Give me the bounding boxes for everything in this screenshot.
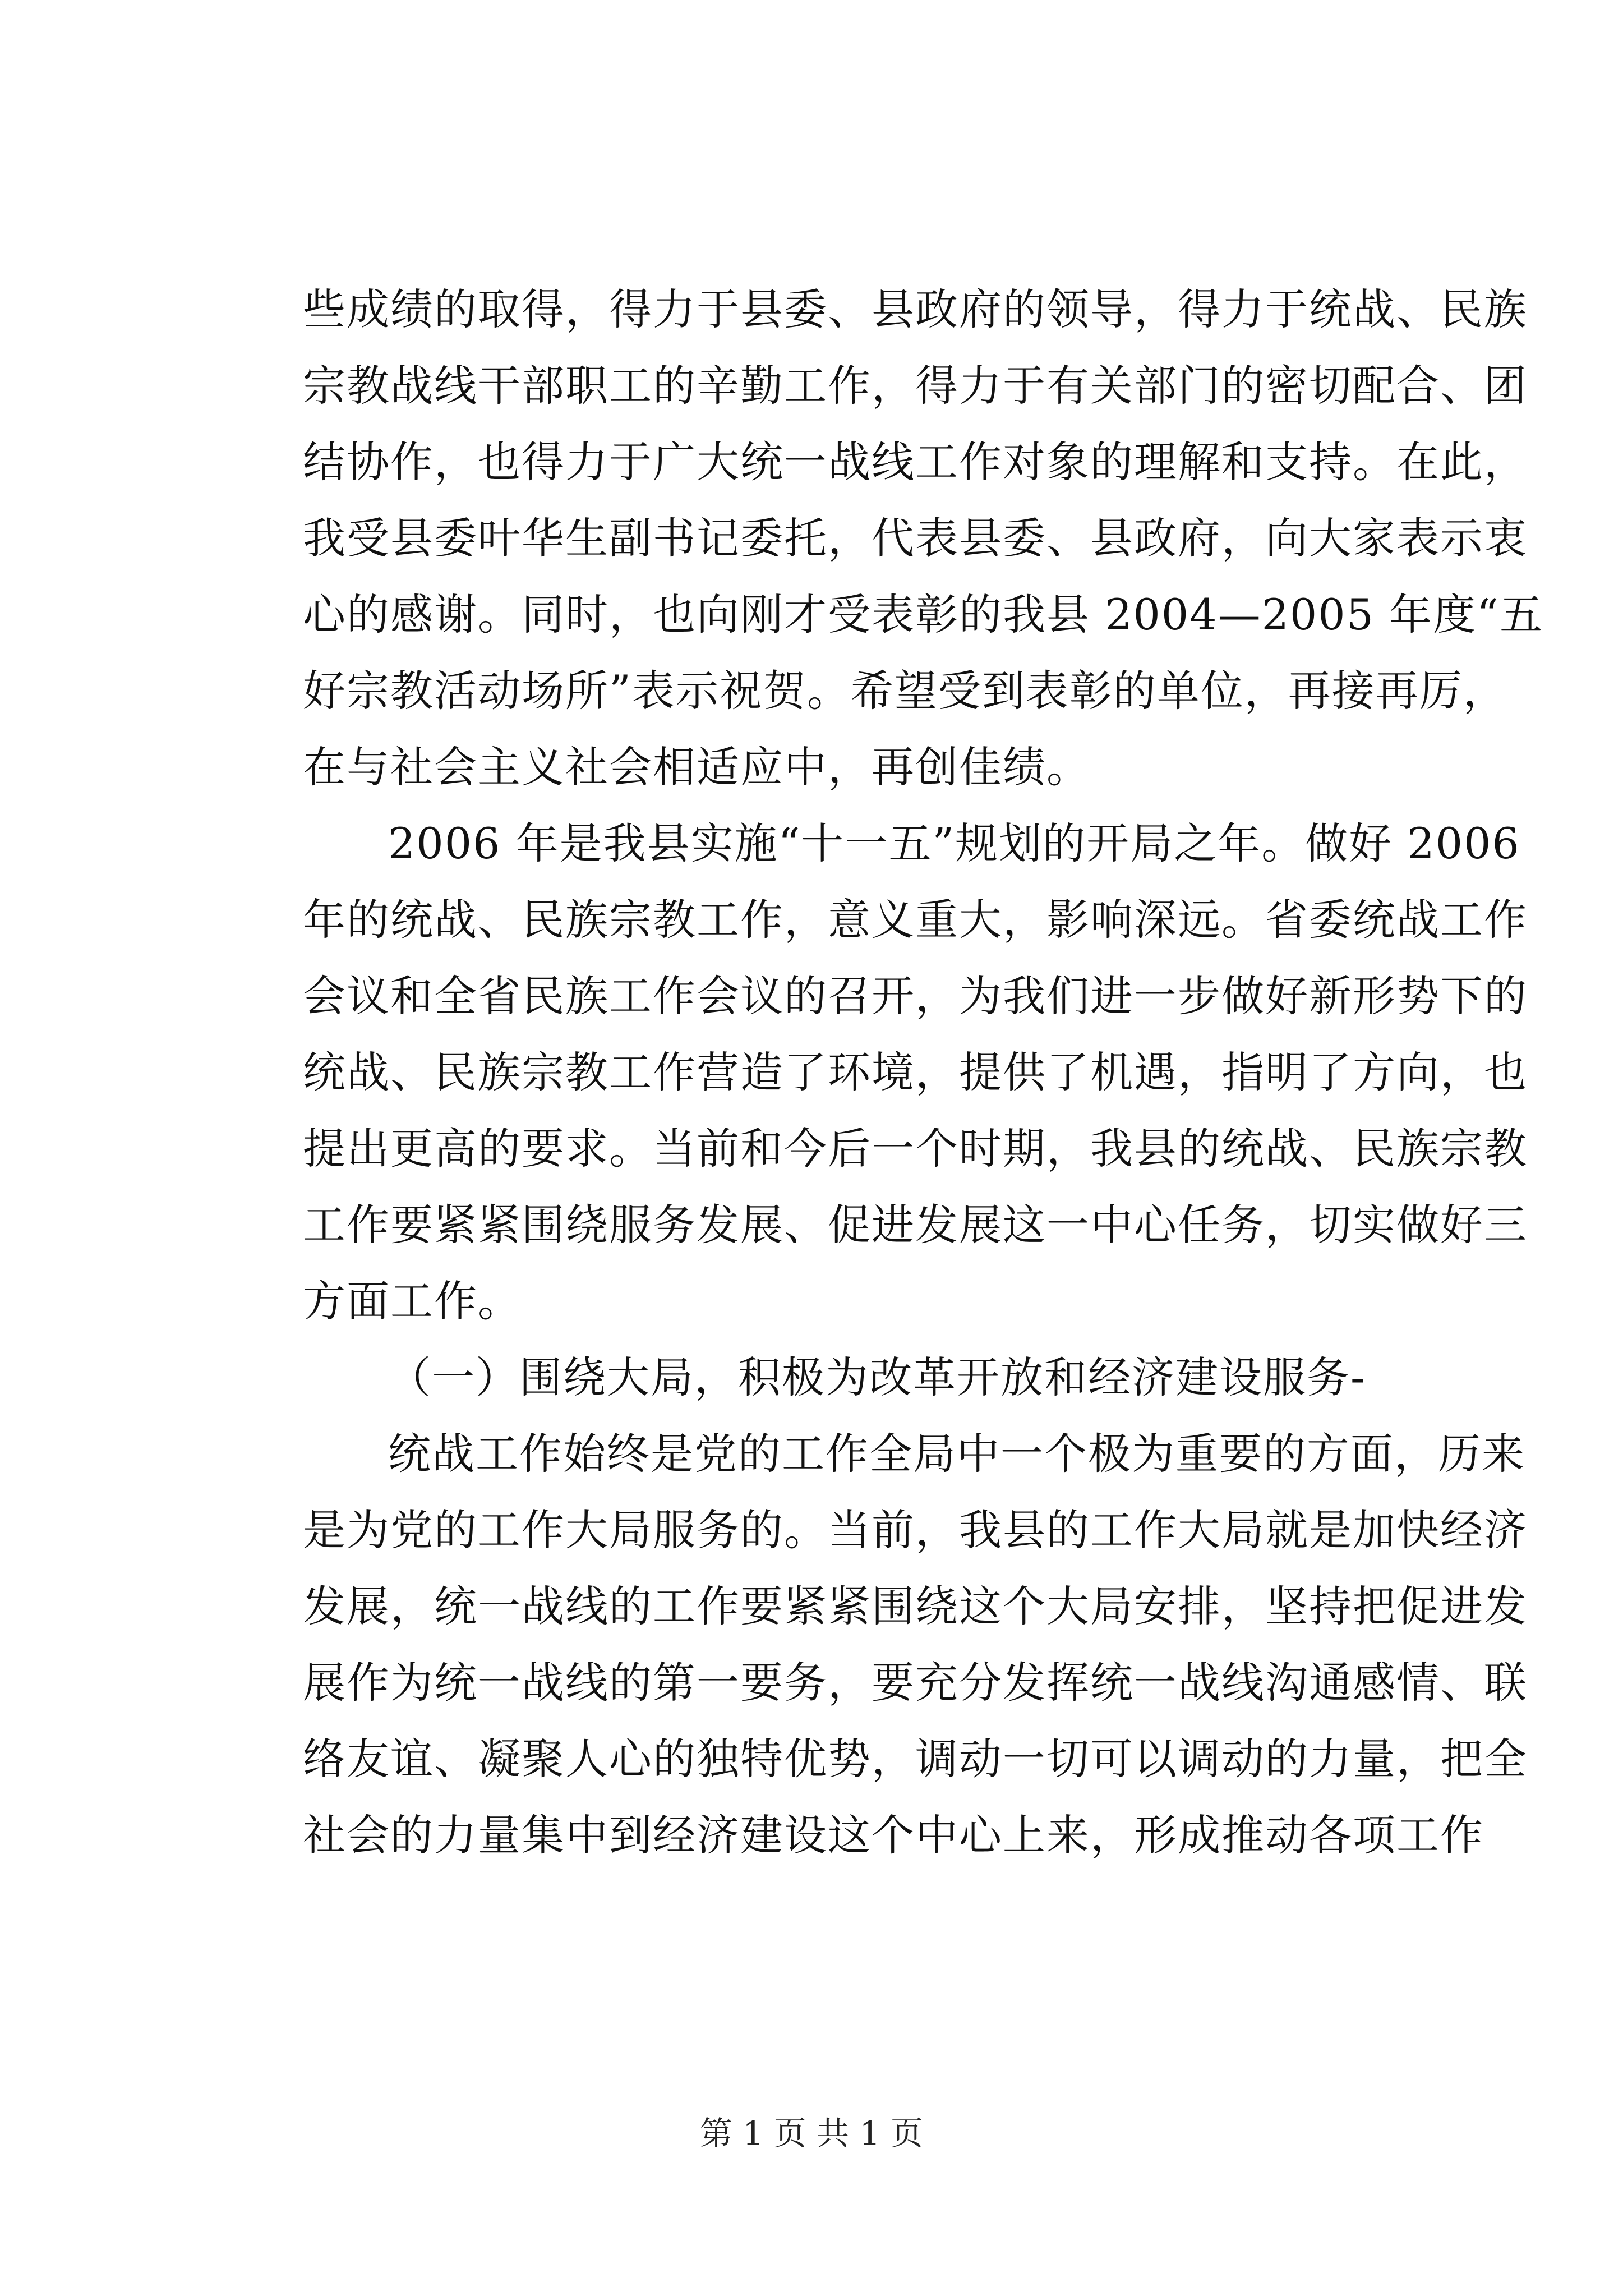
text-line: 宗教战线干部职工的辛勤工作，得力于有关部门的密切配合、团 [303,361,1528,411]
text-line: 是为党的工作大局服务的。当前，我县的工作大局就是加快经济 [303,1505,1528,1555]
text-line: 年的统战、民族宗教工作，意义重大，影响深远。省委统战工作 [303,895,1528,945]
text-line: 好宗教活动场所”表示祝贺。希望受到表彰的单位，再接再厉， [303,666,1507,716]
text-line: 结协作，也得力于广大统一战线工作对象的理解和支持。在此， [303,437,1528,487]
page-footer: 第 1 页 共 1 页 [700,2114,923,2152]
body-text [303,272,1543,1874]
section-heading: （一）围绕大局，积极为改革开放和经济建设服务- [388,1352,1366,1402]
text-line: 些成绩的取得，得力于县委、县政府的领导，得力于统战、民族 [303,284,1528,334]
text-line: 提出更高的要求。当前和今后一个时期，我县的统战、民族宗教 [303,1124,1528,1174]
text-line: 工作要紧紧围绕服务发展、促进发展这一中心任务，切实做好三 [303,1200,1528,1250]
text-line: 展作为统一战线的第一要务，要充分发挥统一战线沟通感情、联 [303,1658,1528,1708]
paragraph-start-line: 统战工作始终是党的工作全局中一个极为重要的方面，历来 [388,1429,1525,1479]
text-line: 方面工作。 [303,1276,522,1326]
text-line: 络友谊、凝聚人心的独特优势，调动一切可以调动的力量，把全 [303,1734,1528,1784]
text-line: 心的感谢。同时，也向刚才受表彰的我县 2004—2005 年度“五 [303,590,1543,639]
text-line: 统战、民族宗教工作营造了环境，提供了机遇，指明了方向，也 [303,1047,1528,1097]
text-line: 我受县委叶华生副书记委托，代表县委、县政府，向大家表示衷 [303,513,1528,563]
text-line: 社会的力量集中到经济建设这个中心上来，形成推动各项工作 [303,1810,1484,1860]
text-line: 在与社会主义社会相适应中，再创佳绩。 [303,742,1090,792]
text-line: 发展，统一战线的工作要紧紧围绕这个大局安排，坚持把促进发 [303,1581,1528,1631]
paragraph-start-line: 2006 年是我县实施“十一五”规划的开局之年。做好 2006 [388,818,1520,868]
text-line: 会议和全省民族工作会议的召开，为我们进一步做好新形势下的 [303,971,1528,1021]
